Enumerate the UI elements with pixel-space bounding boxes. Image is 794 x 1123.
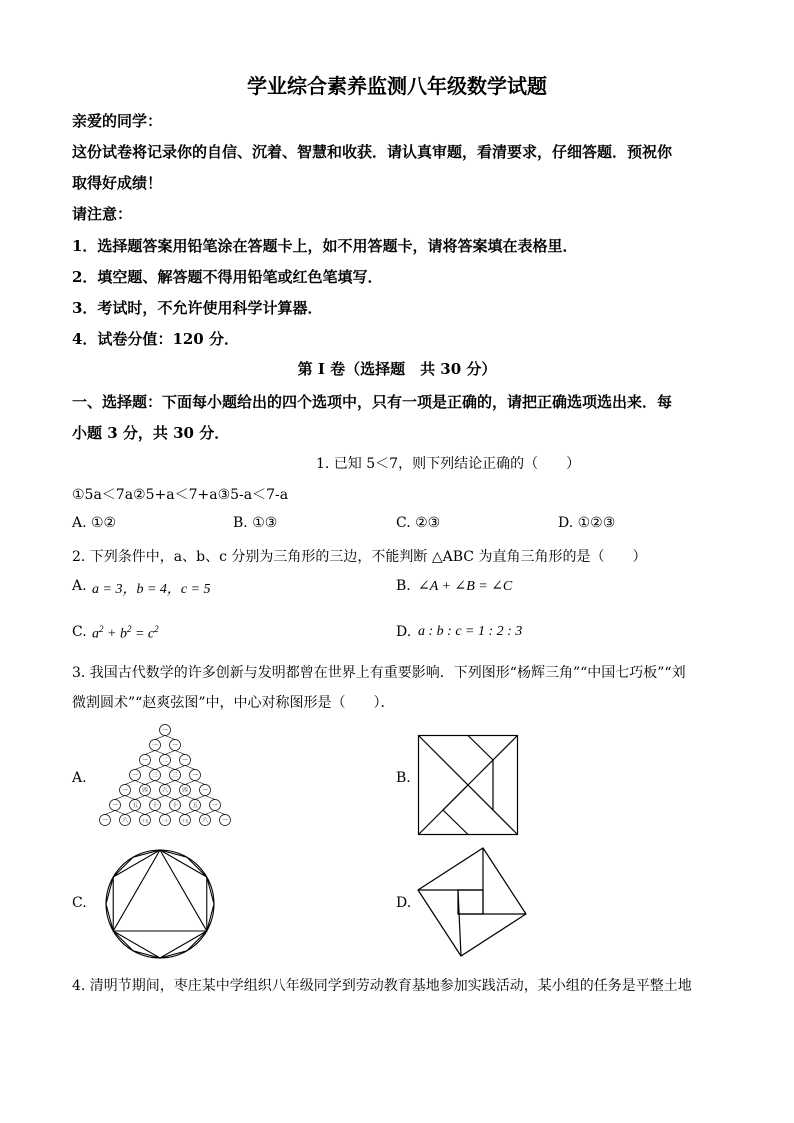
yanghui-number: 二十 (161, 819, 169, 824)
q2-option-c-label: C. (72, 624, 87, 640)
yanghui-connector (215, 811, 225, 815)
section-title: 第 I 卷（选择题 共 30 分） (297, 360, 497, 378)
q2-option-c: $a^2 + b^2 = c^2$ (92, 624, 159, 642)
q2-option-d: a : b : c = 1 : 2 : 3 (418, 624, 523, 639)
circle-outline (106, 850, 214, 958)
yanghui-number: 五 (192, 803, 198, 810)
yanghui-connector (195, 781, 205, 785)
outer-square (418, 848, 526, 956)
notice-label: 请注意： (72, 205, 133, 223)
yanghui-connector (165, 796, 175, 800)
yanghui-connector (165, 811, 175, 815)
yanghui-connector (145, 751, 155, 755)
yanghui-connector (175, 781, 185, 785)
yanghui-number: 一 (142, 758, 148, 765)
notice-item-4: 4．试卷分值：120 分． (72, 330, 239, 348)
q2-stem: 2. 下列条件中，a、b、c 分别为三角形的三边，不能判断 △ABC 为直角三角形的是（ ） (72, 549, 647, 565)
triangle-edge-4 (458, 890, 461, 956)
q2-option-a-label: A. (72, 578, 87, 594)
yanghui-connector (155, 766, 165, 770)
yanghui-connector (125, 796, 135, 800)
yanghui-number: 三 (172, 773, 178, 780)
yanghui-connector (185, 766, 195, 770)
yanghui-number: 一 (152, 743, 158, 750)
yanghui-connector (175, 811, 185, 815)
yanghui-connector (205, 796, 215, 800)
yanghui-connector (185, 796, 195, 800)
q3-option-a-label: A. (72, 770, 87, 786)
q2-option-a: a = 3，b = 4，c = 5 (92, 582, 211, 597)
yanghui-number: 三 (152, 773, 158, 780)
yanghui-number: 十五 (181, 819, 189, 824)
intro-line-1: 这份试卷将记录你的自信、沉着、智慧和收获．请认真审题，看清要求，仔细答题．预祝你 (72, 143, 673, 161)
yanghui-number: 一 (182, 758, 188, 765)
yanghui-connector (205, 811, 215, 815)
yanghui-connector (185, 811, 195, 815)
yanghui-connector (115, 811, 125, 815)
yanghui-connector (135, 781, 145, 785)
yanghui-connector (155, 736, 165, 740)
yanghui-number: 一 (102, 818, 108, 825)
intro-line-2: 取得好成绩！ (72, 174, 163, 192)
yanghui-connector (165, 781, 175, 785)
inner-square (458, 890, 483, 914)
yanghui-number: 一 (162, 728, 168, 735)
yanghui-number: 六 (122, 818, 128, 825)
yanghui-number: 一 (132, 773, 138, 780)
q4-stem: 4. 清明节期间，枣庄某中学组织八年级同学到劳动教育基地参加实践活动，某小组的任务是平整土地 (72, 978, 692, 994)
yanghui-triangle-figure (90, 722, 240, 834)
yanghui-connector (165, 766, 175, 770)
yanghui-connector (155, 751, 165, 755)
yanghui-number: 一 (212, 803, 218, 810)
yanghui-connector (195, 811, 205, 815)
q1-option-d: D. ①②③ (558, 515, 616, 531)
q2-option-b-label: B. (396, 578, 411, 594)
yanghui-number: 六 (162, 788, 168, 795)
q3-option-c-label: C. (72, 895, 87, 911)
notice-item-3: 3．考试时，不允许使用科学计算器． (72, 299, 323, 317)
yanghui-number: 一 (122, 788, 128, 795)
q1-option-b: B. ①③ (233, 515, 278, 531)
yanghui-connector (105, 811, 115, 815)
yanghui-number: 一 (202, 788, 208, 795)
yanghui-connector (175, 796, 185, 800)
yanghui-connector (195, 796, 205, 800)
tangram-edge-6 (443, 785, 468, 810)
notice-item-1: 1．选择题答案用铅笔涂在答题卡上，如不用答题卡，请将答案填在表格里． (72, 237, 578, 255)
yanghui-number: 二 (162, 758, 168, 765)
yanghui-connector (165, 751, 175, 755)
yanghui-connector (165, 736, 175, 740)
yanghui-connector (135, 796, 145, 800)
tangram-figure (418, 735, 518, 835)
yanghui-number: 四 (182, 788, 188, 795)
tangram-edge-5 (443, 810, 468, 835)
q2-option-b: ∠A + ∠B = ∠C (418, 579, 513, 594)
q3-stem-line-2: 微割圆术”“赵爽弦图”中，中心对称图形是（ ）． (72, 695, 395, 711)
tangram-edge-2 (468, 736, 493, 761)
part-heading-line-1: 一、选择题：下面每小题给出的四个选项中，只有一项是正确的，请把正确选项选出来．每 (72, 393, 673, 411)
part-heading-line-2: 小题 3 分，共 30 分． (72, 424, 230, 442)
yanghui-connector (125, 811, 135, 815)
yanghui-number: 一 (112, 803, 118, 810)
notice-item-2: 2．填空题、解答题不得用铅笔或红色笔填写． (72, 268, 383, 286)
yanghui-number: 十 (152, 803, 158, 810)
yanghui-connector (135, 766, 145, 770)
yanghui-connector (155, 811, 165, 815)
q1-option-a: A. ①② (72, 515, 117, 531)
yanghui-connector (155, 781, 165, 785)
yanghui-number: 十 (172, 803, 178, 810)
yanghui-number: 四 (142, 788, 148, 795)
yanghui-connector (145, 796, 155, 800)
q1-stem: 1. 已知 5＜7，则下列结论正确的（ ） (316, 456, 581, 472)
yanghui-connector (185, 781, 195, 785)
zhaoshuang-figure (418, 848, 530, 960)
yanghui-number: 一 (222, 818, 228, 825)
q2-option-d-label: D. (396, 624, 412, 640)
liuhui-circle-figure (95, 848, 225, 960)
page-title: 学业综合素养监测八年级数学试题 (247, 74, 547, 98)
yanghui-number: 一 (192, 773, 198, 780)
inscribed-hexagon (113, 850, 207, 958)
yanghui-number: 六 (202, 818, 208, 825)
q3-stem-line-1: 3. 我国古代数学的许多创新与发明都曾在世界上有重要影响．下列图形“杨辉三角”“中国七巧板”“刘 (72, 665, 686, 681)
yanghui-connector (135, 811, 145, 815)
yanghui-connector (145, 811, 155, 815)
yanghui-connector (175, 766, 185, 770)
yanghui-number: 五 (132, 803, 138, 810)
q3-option-b-label: B. (396, 770, 411, 786)
q3-option-d-label: D. (396, 895, 412, 911)
q1-option-c: C. ②③ (396, 515, 441, 531)
yanghui-number: 一 (172, 743, 178, 750)
greeting: 亲爱的同学： (72, 112, 163, 130)
inscribed-triangle (113, 850, 207, 931)
yanghui-connector (155, 796, 165, 800)
yanghui-connector (145, 781, 155, 785)
yanghui-connector (145, 766, 155, 770)
yanghui-connector (175, 751, 185, 755)
q1-statements: ①5a＜7a②5+a＜7+a③5-a＜7-a (72, 487, 289, 503)
yanghui-connector (125, 781, 135, 785)
yanghui-number: 十五 (141, 819, 149, 824)
yanghui-connector (115, 796, 125, 800)
